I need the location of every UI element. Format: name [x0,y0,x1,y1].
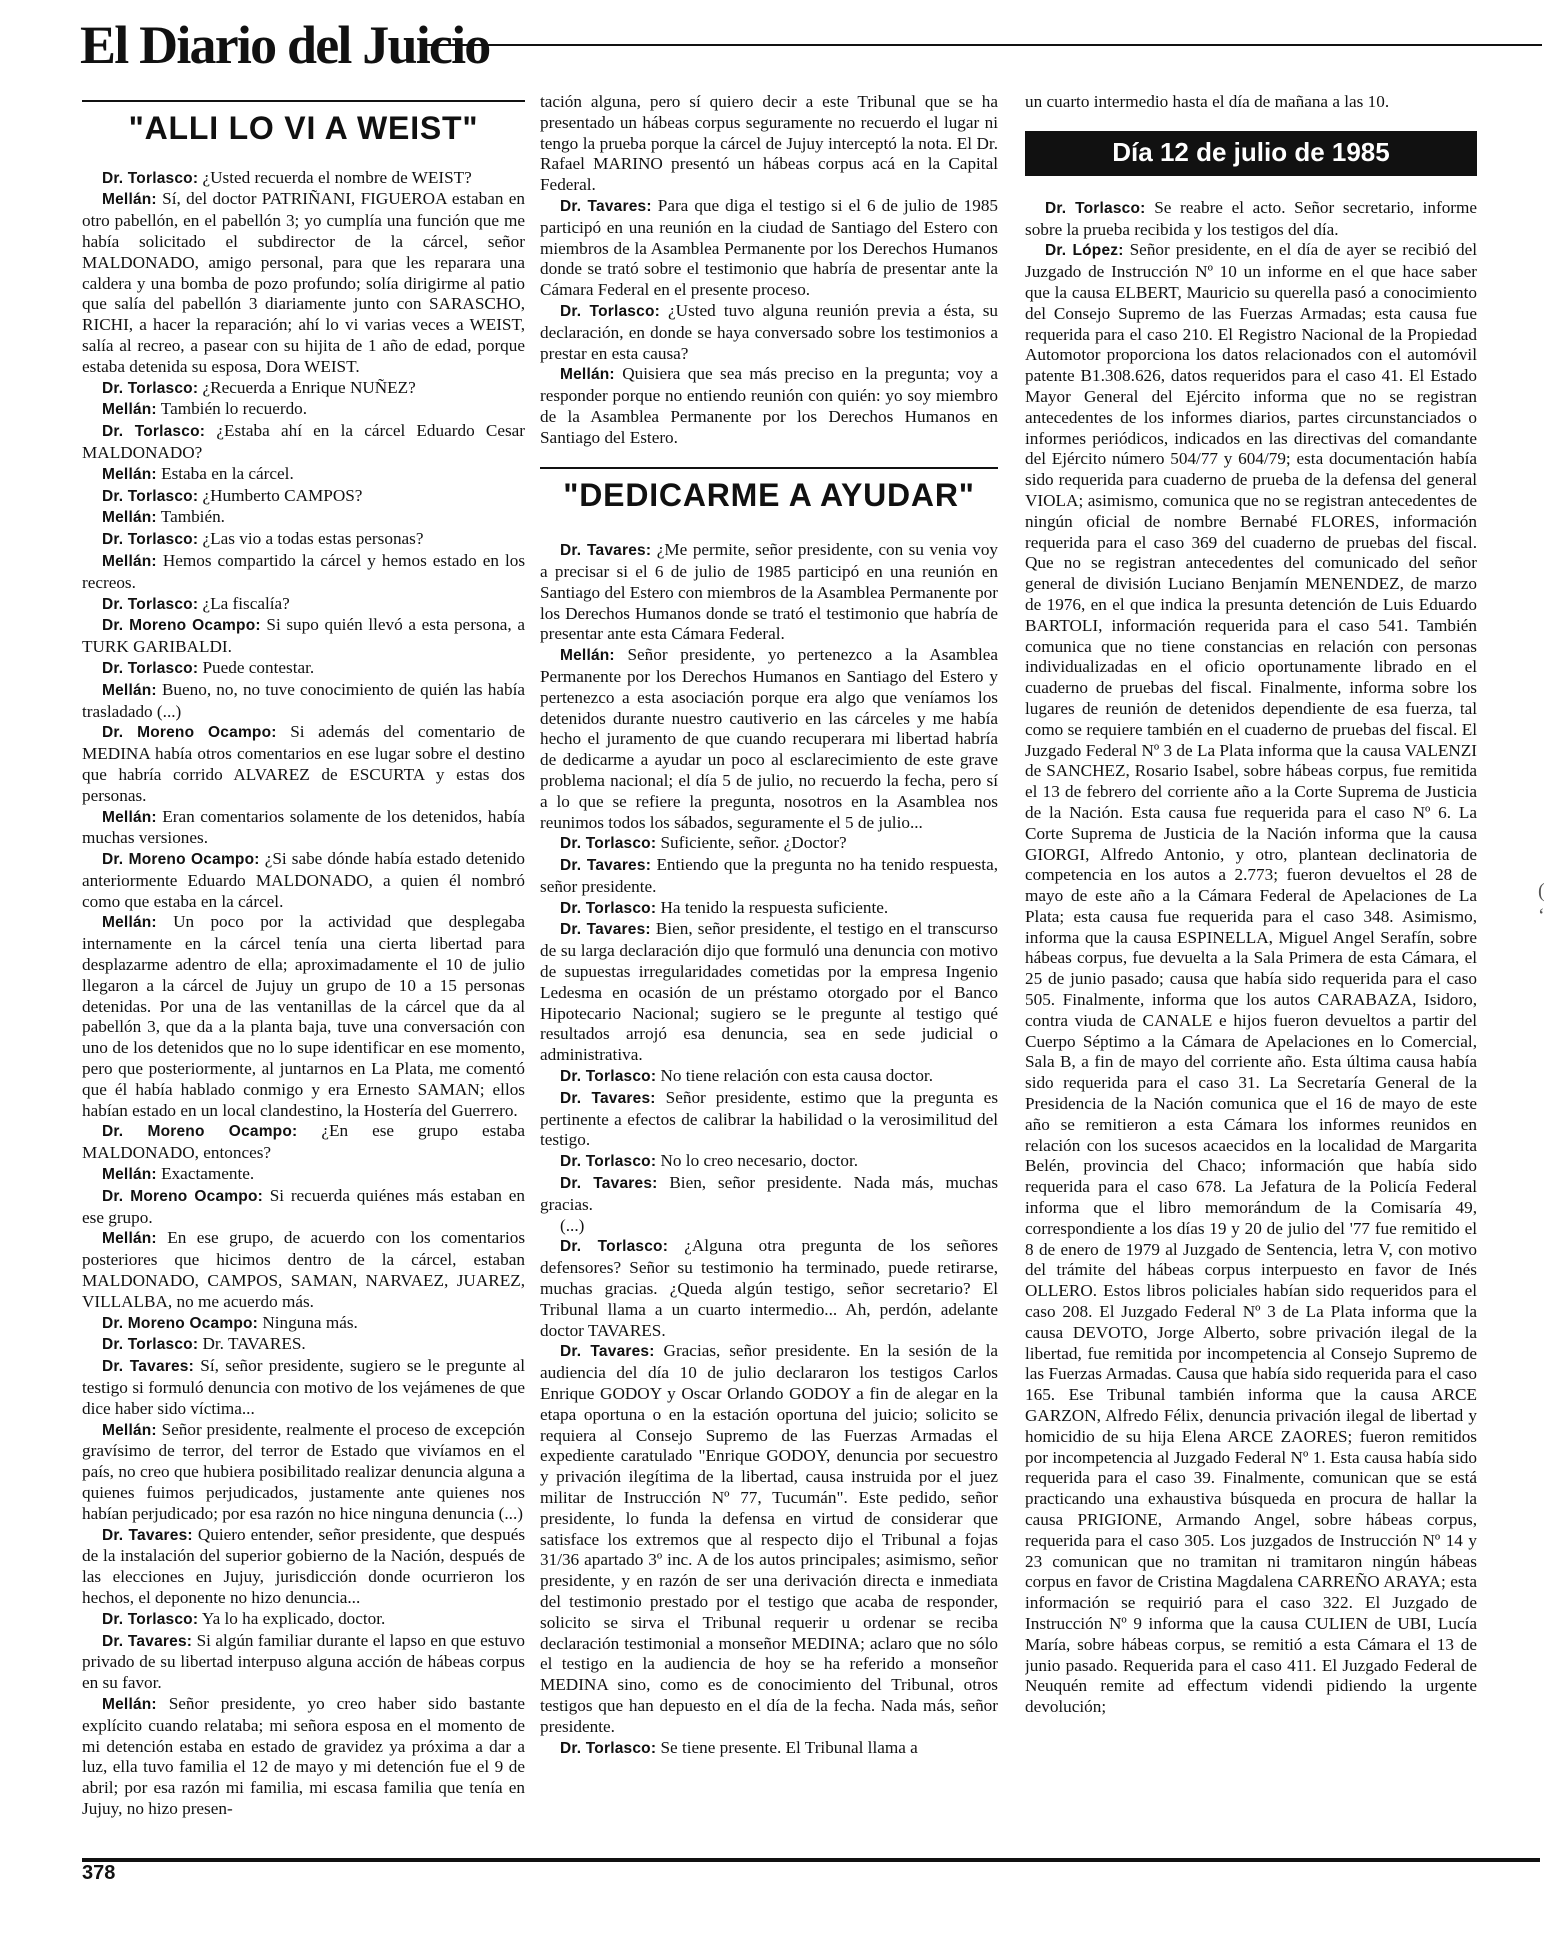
speech-text: Bien, señor presidente. Nada más, muchas gracias. [540,1173,998,1214]
speaker-name: Dr. Tavares: [560,542,652,560]
speaker-name: Mellán: [102,465,157,483]
speaker-name: Mellán: [102,681,157,699]
column-1 [82,92,525,1847]
speech-text: ¿Alguna otra pregunta de los señores defensores? Señor su testimonio ha terminado, puede retirarse, muchas gracias. ¿Queda algún testigo, señor secretario? El Tribunal llama a un cuarto intermedio... Ah, perdón, adelante doctor TAVARES. [540,1236,998,1340]
footer-rule [82,1858,1540,1862]
transcript-paragraph [82,1694,525,1820]
transcript-paragraph [82,615,525,658]
speech-text: Sí, del doctor PATRIÑANI, FIGUEROA estaban en otro pabellón, en el pabellón 3; yo cumplía una función que me había solicitado el subdirector de la cárcel, señor MALDONADO, amigo personal, para que les reparara una caldera y una bomba de pozo profundo; solía dirigirme al patio que salía del pabellón 3 diariamente junto con SARASCHO, RICHI, a hacer la reparación; ahí lo vi varias veces a WEIST, salía al recreo, a pasear con su hijita de 1 año de edad, porque estaba detenida su esposa, Dora WEIST. [82,189,525,376]
speech-text: ¿Me permite, señor presidente, con su venia voy a precisar si el 6 de julio de 1985 participó en una reunión en Santiago del Estero con miembros de la Asamblea Permanente por los Derechos Humanos donde se trató el testimonio que habría de presentar ante esta Cámara Federal. [540,540,998,644]
speaker-name: Dr. Torlasco: [102,595,199,613]
speech-text: Señor presidente, estimo que la pregunta es pertinente a efectos de calibrar la habilidad o la verosimilitud del testigo. [540,1087,998,1150]
speech-text: Quiero entender, señor presidente, que después de la instalación del superior gobierno de la Nación, después de las elecciones en Jujuy, jurisdicción donde ocurrieron los hechos, el deponente no hizo denuncia... [82,1524,525,1607]
speaker-name: Dr. Torlasco: [102,423,206,441]
speaker-name: Dr. Torlasco: [560,302,660,320]
transcript-paragraph [82,1334,525,1356]
transcript-paragraph [540,364,998,448]
speech-text: Gracias, señor presidente. En la sesión de la audiencia del día 10 de julio declararon los testigos Carlos Enrique GODOY y Oscar Orlando GODOY a fin de alegar en la etapa oportuna o en la estación oportuna del juicio; solicito se requiera al Consejo Supremo de las Fuerzas Armadas el expediente caratulado "Enrique GODOY, denuncia por secuestro y privación ilegítima de la libertad, causa instruida por el juez militar de Instrucción Nº 77, Tucumán". Este pedido, señor presidente, lo funda la defensa en virtud de considerar que satisface los extremos que al respecto dijo el Tribunal a fojas 31/36 apartado 3º inc. A de los autos principales; asimismo, señor presidente, y en razón de ser una derivación directa e inmediata del testimonio prestado por el testigo que acaba de responder, solicito se sirva el Tribunal requerir u ordenar se reciba declaración testimonial a monseñor MEDINA; aclaro que no sólo el testigo en la audiencia de hoy se ha referido a monseñor MEDINA sino, como es de conocimiento del Tribunal, otros testigos que han depuesto en el día de la fecha. Nada más, señor presidente. [540,1341,998,1736]
speech-text: ¿Humberto CAMPOS? [202,485,363,505]
transcript-paragraph [82,1631,525,1694]
transcript-paragraph [82,507,525,529]
transcript-paragraph [1025,240,1477,1718]
speech-text: ¿Estaba ahí en la cárcel Eduardo Cesar MALDONADO? [82,421,525,462]
transcript-paragraph [540,1216,998,1237]
speaker-name: Mellán: [102,808,157,826]
speaker-name: Dr. Tavares: [560,1089,656,1107]
speech-text: Bien, señor presidente, el testigo en el transcurso de su larga declaración dijo que formuló una denuncia con motivo de supuestas irregularidades cometidas por la empresa Ingenio Ledesma en ocasión de un préstamo otorgado por el Banco Hipotecario Nacional; sugiero se le pregunte al testigo qué resultados arrojó esa denuncia, sea en sede judicial o administrativa. [540,919,998,1065]
page-number: 378 [82,1862,116,1884]
speaker-name: Dr. Torlasco: [560,1739,657,1757]
speech-text: También. [160,507,225,527]
speech-text: Si además del comentario de MEDINA había otros comentarios en ese lugar sobre el destino que habría corrido ALVAREZ de ESCURTA y estas dos personas. [82,722,525,805]
transcript-paragraph [540,196,998,301]
transcript-paragraph [82,658,525,680]
transcript-paragraph [540,1173,998,1216]
transcript-paragraph [82,464,525,486]
speech-text: Si supo quién llevó a esta persona, a TURK GARIBALDI. [82,615,525,657]
masthead-rule [425,44,1542,46]
speech-text: ¿Usted tuvo alguna reunión previa a ésta, su declaración, en donde se haya conversado sobre los testimonios a prestar en esta causa? [540,300,998,363]
transcript-paragraph [82,529,525,551]
speaker-name: Mellán: [102,1695,157,1713]
speaker-name: Dr. Torlasco: [560,1068,657,1086]
transcript-paragraph [1025,198,1477,241]
speech-text: ¿Las vio a todas estas personas? [202,529,424,549]
speech-text: Eran comentarios solamente de los detenidos, había muchas versiones. [82,806,525,848]
transcript-paragraph [82,1420,525,1525]
speaker-name: Dr. Moreno Ocampo: [102,851,260,869]
transcript-paragraph [540,833,998,855]
speaker-name: Dr. Moreno Ocampo: [102,724,277,742]
speech-text: Ninguna más. [262,1312,358,1332]
transcript-paragraph [82,1356,525,1419]
speaker-name: Mellán: [102,1421,157,1439]
speech-text: No lo creo necesario, doctor. [660,1151,859,1171]
transcript-paragraph [82,807,525,850]
transcript-paragraph [82,168,525,190]
transcript-paragraph [540,855,998,898]
speaker-name: Dr. Torlasco: [102,531,199,549]
speech-text: (...) [560,1215,585,1235]
transcript-paragraph [82,1525,525,1609]
transcript-paragraph [82,680,525,723]
speech-text: Ha tenido la respuesta suficiente. [660,897,889,917]
speech-text: Estaba en la cárcel. [161,463,294,483]
transcript-paragraph [82,1186,525,1229]
speech-text: Hemos compartido la cárcel y hemos estado en los recreos. [82,550,525,592]
speaker-name: Dr. Tavares: [560,1175,658,1193]
transcript-paragraph [82,551,525,594]
speech-text: Señor presidente, realmente el proceso de excepción gravísimo de terror, del terror de Estado que vivíamos en el país, no creo que hubiera posibilitado realizar denuncia alguna a quienes fuimos perjudicados, justamente ante quienes nos habían perjudicado; por esa razón no hice ninguna denuncia (...) [82,1419,525,1523]
speech-text: ¿En ese grupo estaba MALDONADO, entonces? [82,1121,525,1163]
speech-text: Señor presidente, yo pertenezco a la Asamblea Permanente por los Derechos Humanos en Santiago del Estero y pertenezco a esta asociación porque era algo que veníamos los detenidos durante nuestro cautiverio en las cárceles y me había hecho el juramento de que cuando recuperara mi libertad habría de dedicarme a ayudar un poco al esclarecimiento de este grave problema nacional; el día 5 de julio, no recuerdo la fecha, pero sí a lo que se refiere la pregunta, nosotros en la Asamblea nos reunimos todos los sábados, seguramente el 5 de julio... [540,645,998,832]
speech-text: Si algún familiar durante el lapso en que estuvo privado de su libertad interpuso alguna acción de hábeas corpus en su favor. [82,1630,525,1693]
speaker-name: Dr. Moreno Ocampo: [102,617,261,635]
speaker-name: Dr. Moreno Ocampo: [102,1187,263,1205]
speech-text: Se tiene presente. El Tribunal llama a [660,1737,918,1757]
transcript-paragraph [82,912,525,1121]
speaker-name: Mellán: [102,191,157,209]
speech-text: Bueno, no, no tuve conocimiento de quién las había trasladado (...) [82,679,525,721]
transcript-paragraph [540,540,998,645]
speaker-name: Dr. Tavares: [102,1526,193,1544]
speaker-name: Mellán: [102,1166,157,1184]
speaker-name: Mellán: [102,509,157,527]
speech-text: ¿Usted recuerda el nombre de WEIST? [202,167,472,187]
transcript-paragraph [82,399,525,421]
speech-text: Señor presidente, en el día de ayer se recibió del Juzgado de Instrucción Nº 10 un informe en el que hace saber que la causa ELBERT, Mauricio su querella pasó a conocimiento del Consejo Supremo de las Fuerzas Armadas; esta causa fue requerida para el caso 210. El Registro Nacional de la Propiedad Automotor proporciona los datos relacionados con el automóvil patente B1.308.626, datos requeridos para el caso 41. El Estado Mayor General del Ejército informa que no se registran antecedentes de los informes diarios, partes circunstanciados o informes periódicos, indicados en las directivas del comandante del Ejército número 504/77 y 604/79; esta documentación había sido requerida para cuaderno de prueba de la defensa del general VIOLA; asimismo, comunica que no se registran antecedentes de ningún oficial de nombre Bernabé FLORES, información requerida para el caso 369 del cuaderno de pruebas del fiscal. Que no se registran antecedentes del comunicado del señor general de división Luciano Benjamín MENENDEZ, de marzo de 1976, en el que indica la presunta detención de Luis Eduardo BARTOLI, información requerida para el caso 541. También comunica que no tiene constancias en relación con personas individualizadas en el oficio oportunamente librado en el cuaderno de pruebas del fiscal. Finalmente, informa sobre los lugares de reunión de detenidos dependiente de esa fuerza, tal como se requiere también en el cuaderno de pruebas del fiscal. El Juzgado Federal Nº 3 de La Plata informa que la causa VALENZI de SANCHEZ, Rosario Isabel, sobre hábeas corpus, fue remitida el 13 de febrero del corriente año a la Corte Suprema de Justicia de la Nación. Esta causa fue requerida para el caso Nº 6. La Corte Suprema de Justicia de la Nación informa que la causa GIORGI, Alfredo Antonio, y otro, plantean declinatoria de competencia en los autos a 2.773; fueron devueltos el 28 de mayo de este año a la Cámara Federal de Apelaciones de La Plata; esta causa fue requerida para el caso 348. Asimismo, informa que la causa ESPINELLA, Miguel Angel Serafín, sobre hábeas corpus, fue devuelta a la Sala Primera de esta Cámara, el 25 de junio pasado; causa que había sido requerida para el caso 505. Finalmente, informa que los autos CARABAZA, Isidoro, contra viuda de CANALE e hijos fueron devueltos a partir del Cuerpo Séptimo a la Cámara de Apelaciones en lo Comercial, Sala B, a fin de mayo del corriente año. Esta última causa había sido requerida para el caso 31. La Secretaría General de la Presidencia de la Nación comunica que el 16 de mayo de este año se remitieron a esta Cámara los informes reunidos en relación con los sucesos acaecidos en la localidad de Margarita Belén, provincia del Chaco; información que había sido requerida para el caso 678. La Jefatura de la Policía Federal informa que el libro memorándum de la Comisaría 49, correspondiente a los días 19 y 20 de julio del '77 fue remitido el 8 de enero de 1979 al Juzgado de Sentencia, letra V, con motivo del trámite del hábeas corpus interpuesto en favor de Inés OLLERO. Estos libros policiales habían sido requeridos para el caso 208. El Juzgado Federal Nº 3 de La Plata informa que la causa DEVOTO, Jorge Alberto, sobre privación ilegal de la libertad, fue remitida por incompetencia al Consejo Supremo de las Fuerzas Armadas. Causa que había sido requerida para el caso 165. Ese Tribunal también informa que la causa ARCE GARZON, Alfredo Félix, denuncia privación ilegal de libertad y homicidio de su hija Elena ARCE ZAORES; fueron remitidos por incompetencia al Juzgado Federal Nº 1. Esta causa había sido requerida para el caso 39. Finalmente, comunican que se está practicando una exhaustiva búsqueda en procura de hallar la causa PRIGIONE, Armando Angel, sobre hábeas corpus, requerida para el caso 305. Los juzgados de Instrucción Nº 14 y 23 comunican que no tramitan ni tramitaron ningún hábeas corpus en favor de Cristina Magdalena CARREÑO ARAYA; esta información se requirió para el caso 322. El Juzgado de Instrucción Nº 9 informa que la causa CULIEN de UBI, Lucía María, sobre hábeas corpus, se remitió a esta Cámara el 13 de junio pasado. Requerida para el caso 411. El Juzgado Federal de Neuquén remite ad effectum videndi pidiendo la urgente devolución; [1025,240,1477,1717]
transcript-paragraph [82,849,525,912]
transcript-paragraph [82,421,525,464]
speaker-name: Dr. Torlasco: [102,487,199,505]
transcript-paragraph [82,594,525,616]
speech-text: Entiendo que la pregunta no ha tenido respuesta, señor presidente. [540,855,998,896]
speaker-name: Dr. Torlasco: [102,1610,199,1628]
speaker-name: Mellán: [102,401,157,419]
speaker-name: Dr. Tavares: [560,1343,655,1361]
transcript-paragraph [540,1066,998,1088]
speech-text: Para que diga el testigo si el 6 de julio de 1985 participó en una reunión en la ciudad de Santiago del Estero con miembros de la Asamblea Permanente por los Derechos Humanos donde se trató sobre el testimonio que habría de presentar ante la Cámara Federal en el presente proceso. [540,195,998,300]
speech-text: tación alguna, pero sí quiero decir a este Tribunal que se ha presentado un hábeas corpus seguramente no recuerdo el lugar ni tengo la prueba porque la cárcel de Jujuy interceptó la nota. El Dr. Rafael MARINO presentó un hábeas corpus acá en la Capital Federal. [540,92,998,195]
speaker-name: Dr. Torlasco: [560,1153,657,1171]
speaker-name: Dr. Torlasco: [102,169,199,187]
transcript-paragraph [540,1151,998,1173]
transcript-paragraph [82,378,525,400]
speech-text: Señor presidente, yo creo haber sido bastante explícito cuando relataba; mi señora esposa en el momento de mi detención estaba en estado de gravidez ya próxima a dar a luz, ella tuvo familia el 12 de mayo y mi detención fue el 9 de abril; por esa razón mi familia, mi escasa familia que tenía en Jujuy, no hizo presen- [82,1693,525,1818]
speaker-name: Dr. Torlasco: [560,835,657,853]
speaker-name: Mellán: [560,647,615,665]
speaker-name: Dr. Moreno Ocampo: [102,1314,259,1332]
speech-text: Suficiente, señor. ¿Doctor? [660,833,847,853]
transcript-paragraph [82,1313,525,1335]
transcript-paragraph [540,1088,998,1151]
column-3 [1025,92,1477,1847]
speaker-name: Mellán: [560,366,615,384]
speech-text: ¿Si sabe dónde había estado detenido anteriormente Eduardo MALDONADO, a quien él nombró como que estaba en la cárcel. [82,849,525,911]
speech-text: Si recuerda quiénes más estaban en ese grupo. [82,1185,525,1227]
transcript-paragraph [82,189,525,377]
speech-text: Exactamente. [161,1164,255,1184]
speaker-name: Dr. Torlasco: [102,1336,199,1354]
margin-mark: ( [1538,880,1545,902]
speaker-name: Dr. Torlasco: [560,899,657,917]
speaker-name: Mellán: [102,914,157,932]
continued-paragraph [540,92,998,196]
column-2 [540,92,998,1847]
masthead-title: El Diario del Juicio [80,15,490,75]
speaker-name: Dr. Tavares: [560,857,652,875]
speech-text: Quisiera que sea más preciso en la pregunta; voy a responder porque no entiendo reunión con quién: yo soy miembro de la Asamblea Permanente por los Derechos Humanos en Santiago del Estero. [540,364,998,447]
speech-text: Puede contestar. [202,657,315,677]
speech-text: Sí, señor presidente, sugiero se le pregunte al testigo si formuló denuncia con motivo de los vejámenes de que dice haber sido víctima... [82,1356,525,1418]
speaker-name: Dr. Tavares: [102,1358,194,1376]
speaker-name: Dr. Tavares: [560,197,652,215]
speech-text: ¿Recuerda a Enrique NUÑEZ? [202,377,416,397]
section-headline: "DEDICARME A AYUDAR" [540,467,998,513]
transcript-paragraph [540,1341,998,1737]
transcript-paragraph [82,486,525,508]
margin-mark: ‘ [1538,905,1545,927]
speaker-name: Dr. Moreno Ocampo: [102,1123,298,1141]
transcript-paragraph [540,301,998,364]
speech-text: ¿La fiscalía? [202,593,290,613]
transcript-paragraph [540,645,998,833]
speech-text: También lo recuerdo. [160,399,308,419]
speaker-name: Dr. Tavares: [102,1632,193,1650]
date-heading: Día 12 de julio de 1985 [1025,131,1477,176]
speech-text: Dr. TAVARES. [202,1334,306,1354]
transcript-paragraph [82,1228,525,1312]
transcript-paragraph [540,1236,998,1341]
transcript-paragraph [82,1164,525,1186]
transcript-paragraph [540,898,998,920]
speaker-name: Dr. Torlasco: [102,379,199,397]
speech-text: No tiene relación con esta causa doctor. [660,1066,933,1086]
speaker-name: Mellán: [102,552,157,570]
speech-text: En ese grupo, de acuerdo con los comentarios posteriores que hicimos dentro de la cárcel, estaban MALDONADO, CAMPOS, SAMAN, NARVAEZ, JUAREZ, VILLALBA, no me acuerdo más. [82,1228,525,1311]
speaker-name: Dr. Tavares: [560,921,651,939]
speech-text: Ya lo ha explicado, doctor. [201,1608,386,1628]
speech-text: Se reabre el acto. Señor secretario, informe sobre la prueba recibida y los testigos del día. [1025,197,1477,239]
speaker-name: Dr. Torlasco: [560,1238,669,1256]
transcript-paragraph [82,722,525,806]
transcript-paragraph [82,1121,525,1164]
speaker-name: Dr. Torlasco: [102,659,199,677]
speaker-name: Dr. López: [1045,242,1124,260]
speech-text: un cuarto intermedio hasta el día de mañana a las 10. [1025,92,1390,111]
speaker-name: Dr. Torlasco: [1045,199,1146,217]
transcript-paragraph [82,1609,525,1631]
continued-paragraph [1025,92,1477,113]
transcript-paragraph [540,919,998,1066]
transcript-paragraph [540,1738,998,1760]
section-headline: "ALLI LO VI A WEIST" [82,100,525,146]
speech-text: Un poco por la actividad que desplegaba internamente en la cárcel tenía una cierta libertad para desplazarme adentro de ella; aproximadamente el 10 de julio llegaron a la cárcel de Jujuy un grupo de 10 a 15 personas detenidas. Por una de las ventanillas de la cárcel que da al pabellón 3, que da a la planta baja, tuve una conversación con uno de los detenidos que no lo supe identificar en ese momento, pero que posteriormente, al juntarnos en La Plata, me comentó que él había hablado conmigo y era Ernesto SAMAN; ellos habían estado en un local clandestino, la Hostería del Guerrero. [82,912,525,1120]
speaker-name: Mellán: [102,1230,157,1248]
